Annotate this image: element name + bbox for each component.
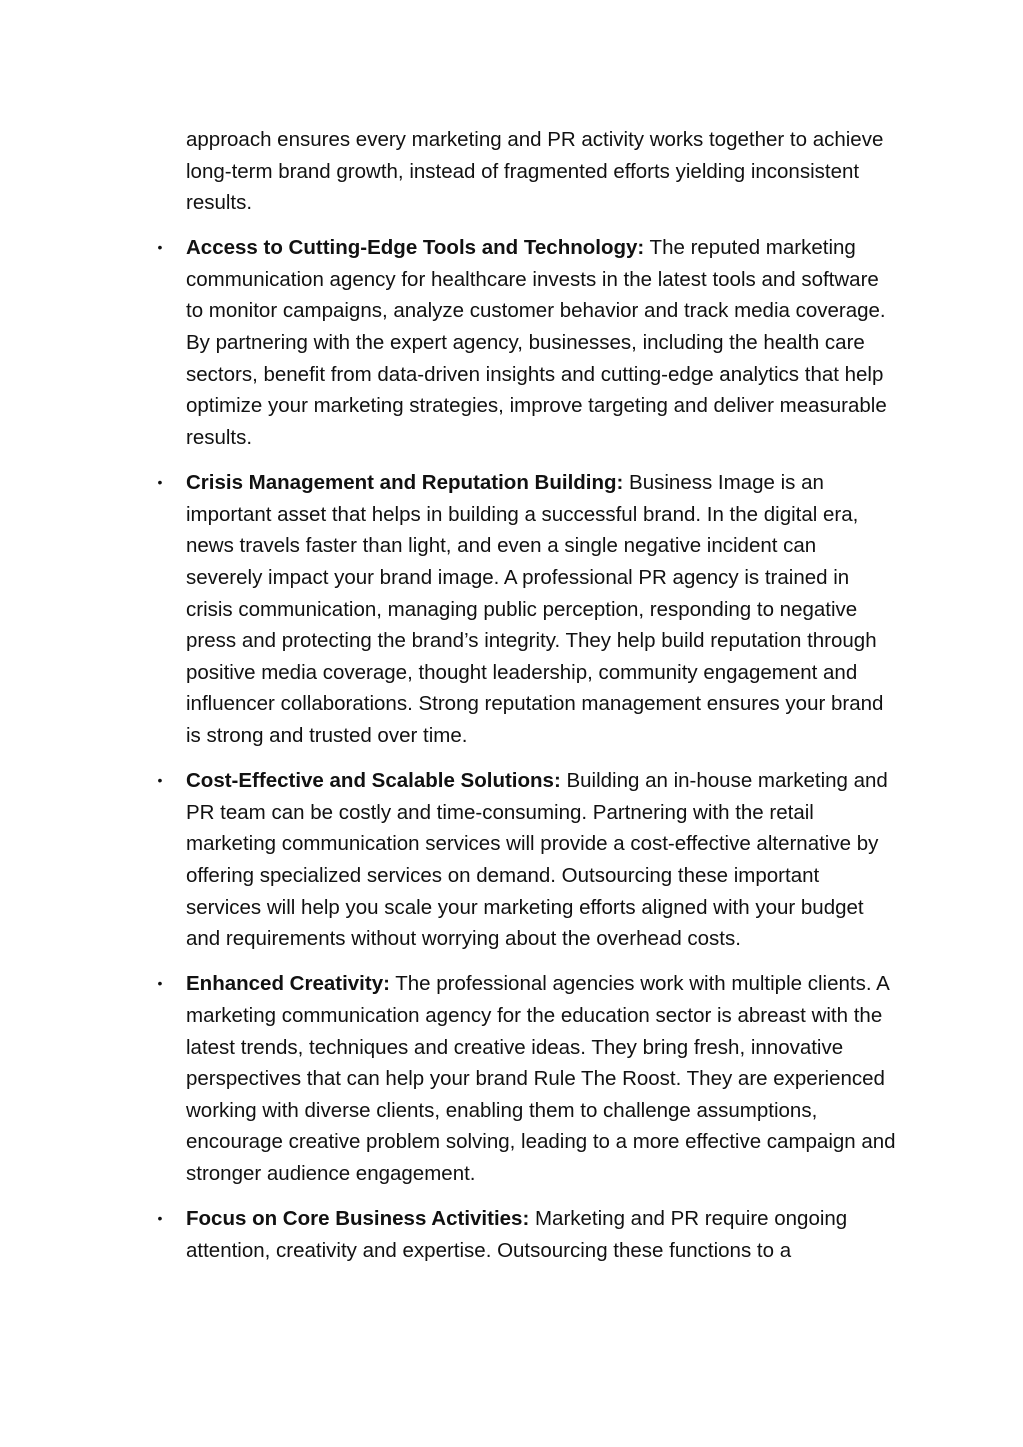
- list-item: [157, 467, 898, 751]
- bullet-icon: •: [157, 239, 163, 256]
- list-item-title: Access to Cutting-Edge Tools and Technology:: [186, 236, 645, 260]
- bullet-icon: •: [157, 975, 163, 992]
- list-item-title: Cost-Effective and Scalable Solutions:: [186, 769, 561, 793]
- list-item-title: Enhanced Creativity:: [186, 972, 390, 996]
- list-item: [157, 765, 898, 955]
- bullet-icon: •: [157, 1210, 163, 1227]
- list-item: [157, 968, 898, 1189]
- list-item-title: Crisis Management and Reputation Building:: [186, 471, 624, 495]
- list-item-text: Building an in-house marketing and PR team can be costly and time-consuming. Partnering with the retail marketing communication services will provide a cost-effective alternative by offering specialized services on demand. Outsourcing these important services will help you scale your marketing efforts aligned with your budget and requirements without worrying about the overhead costs.: [186, 769, 888, 951]
- bullet-icon: •: [157, 474, 163, 491]
- list-item-text: Business Image is an important asset that helps in building a successful brand. In the digital era, news travels faster than light, and even a single negative incident can severely impact your brand image. A professional PR agency is trained in crisis communication, managing public perception, responding to negative press and protecting the brand’s integrity. They help build reputation through positive media coverage, thought leadership, community engagement and influencer collaborations. Strong reputation management ensures your brand is strong and trusted over time.: [186, 471, 884, 747]
- document-body: [157, 124, 898, 1280]
- bullet-icon: •: [157, 772, 163, 789]
- list-item: [157, 1203, 898, 1266]
- list-item: [157, 232, 898, 453]
- list-item-text: The reputed marketing communication agency for healthcare invests in the latest tools and software to monitor campaigns, analyze customer behavior and track media coverage. By partnering with the expert agency, businesses, including the health care sectors, benefit from data-driven insights and cutting-edge analytics that help optimize your marketing strategies, improve targeting and deliver measurable results.: [186, 236, 887, 449]
- list-item-text: The professional agencies work with multiple clients. A marketing communication agency for the education sector is abreast with the latest trends, techniques and creative ideas. They bring fresh, innovative perspectives that can help your brand Rule The Roost. They are experienced working with diverse clients, enabling them to challenge assumptions, encourage creative problem solving, leading to a more effective campaign and stronger audience engagement.: [186, 972, 896, 1185]
- intro-paragraph: approach ensures every marketing and PR activity works together to achieve long-term brand growth, instead of fragmented efforts yielding inconsistent results.: [186, 128, 884, 215]
- list-item-title: Focus on Core Business Activities:: [186, 1207, 530, 1231]
- benefits-list: [157, 232, 898, 1266]
- list-item-text: Marketing and PR require ongoing attention, creativity and expertise. Outsourcing these functions to a: [186, 1207, 848, 1262]
